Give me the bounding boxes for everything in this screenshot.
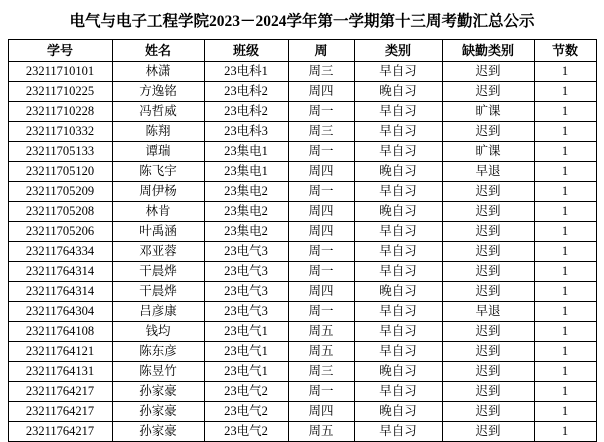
cell-category: 早自习	[354, 242, 442, 262]
cell-name: 吕彦康	[112, 302, 204, 322]
cell-absence-type: 迟到	[442, 222, 534, 242]
table-row	[8, 362, 596, 382]
cell-class: 23集电2	[204, 182, 288, 202]
column-header-student-id: 学号	[8, 40, 112, 62]
cell-student-id: 23211764304	[8, 302, 112, 322]
cell-weekday: 周四	[288, 82, 354, 102]
cell-periods: 1	[534, 282, 596, 302]
column-header-weekday: 周	[288, 40, 354, 62]
cell-weekday: 周四	[288, 402, 354, 422]
cell-name: 钱均	[112, 322, 204, 342]
cell-weekday: 周四	[288, 222, 354, 242]
cell-category: 早自习	[354, 102, 442, 122]
cell-class: 23电气1	[204, 322, 288, 342]
cell-student-id: 23211764217	[8, 402, 112, 422]
cell-absence-type: 旷课	[442, 102, 534, 122]
cell-name: 陈东彦	[112, 342, 204, 362]
table-header-row	[8, 40, 596, 62]
table-row	[8, 182, 596, 202]
cell-student-id: 23211705133	[8, 142, 112, 162]
cell-name: 谭瑞	[112, 142, 204, 162]
cell-student-id: 23211764217	[8, 422, 112, 442]
cell-student-id: 23211764108	[8, 322, 112, 342]
cell-student-id: 23211764314	[8, 262, 112, 282]
column-header-class: 班级	[204, 40, 288, 62]
cell-class: 23电气1	[204, 362, 288, 382]
cell-class: 23电气3	[204, 302, 288, 322]
cell-periods: 1	[534, 422, 596, 442]
cell-weekday: 周一	[288, 182, 354, 202]
cell-weekday: 周三	[288, 62, 354, 82]
cell-category: 早自习	[354, 222, 442, 242]
cell-name: 陈昱竹	[112, 362, 204, 382]
cell-absence-type: 迟到	[442, 262, 534, 282]
cell-class: 23集电2	[204, 222, 288, 242]
cell-student-id: 23211764217	[8, 382, 112, 402]
table-row	[8, 342, 596, 362]
table-row	[8, 162, 596, 182]
cell-student-id: 23211764334	[8, 242, 112, 262]
cell-class: 23电气2	[204, 382, 288, 402]
cell-weekday: 周五	[288, 422, 354, 442]
cell-periods: 1	[534, 382, 596, 402]
cell-absence-type: 迟到	[442, 82, 534, 102]
cell-class: 23电气2	[204, 402, 288, 422]
cell-name: 周伊杨	[112, 182, 204, 202]
cell-absence-type: 迟到	[442, 182, 534, 202]
table-header	[8, 40, 596, 62]
cell-periods: 1	[534, 202, 596, 222]
cell-student-id: 23211705208	[8, 202, 112, 222]
table-row	[8, 382, 596, 402]
cell-category: 早自习	[354, 142, 442, 162]
table-row	[8, 122, 596, 142]
cell-category: 早自习	[354, 302, 442, 322]
cell-category: 早自习	[354, 322, 442, 342]
cell-name: 干晨烨	[112, 262, 204, 282]
cell-student-id: 23211710228	[8, 102, 112, 122]
cell-weekday: 周一	[288, 262, 354, 282]
table-row	[8, 282, 596, 302]
cell-absence-type: 迟到	[442, 342, 534, 362]
cell-periods: 1	[534, 302, 596, 322]
table-row	[8, 262, 596, 282]
cell-periods: 1	[534, 122, 596, 142]
cell-class: 23集电1	[204, 162, 288, 182]
cell-student-id: 23211764121	[8, 342, 112, 362]
cell-category: 早自习	[354, 62, 442, 82]
cell-absence-type: 迟到	[442, 62, 534, 82]
cell-class: 23电科3	[204, 122, 288, 142]
cell-periods: 1	[534, 342, 596, 362]
cell-class: 23集电1	[204, 142, 288, 162]
table-body	[8, 62, 596, 442]
cell-name: 陈飞宇	[112, 162, 204, 182]
table-row	[8, 82, 596, 102]
cell-name: 干晨烨	[112, 282, 204, 302]
cell-weekday: 周一	[288, 302, 354, 322]
cell-periods: 1	[534, 262, 596, 282]
cell-class: 23电气3	[204, 242, 288, 262]
column-header-periods: 节数	[534, 40, 596, 62]
cell-class: 23电气1	[204, 342, 288, 362]
cell-name: 邓亚蓉	[112, 242, 204, 262]
cell-periods: 1	[534, 242, 596, 262]
table-row	[8, 422, 596, 442]
cell-absence-type: 早退	[442, 162, 534, 182]
cell-name: 冯哲威	[112, 102, 204, 122]
attendance-table	[8, 39, 597, 442]
cell-name: 方逸铭	[112, 82, 204, 102]
cell-student-id: 23211710225	[8, 82, 112, 102]
cell-absence-type: 早退	[442, 302, 534, 322]
cell-periods: 1	[534, 322, 596, 342]
cell-periods: 1	[534, 102, 596, 122]
table-row	[8, 322, 596, 342]
cell-name: 孙家豪	[112, 422, 204, 442]
cell-student-id: 23211764131	[8, 362, 112, 382]
cell-category: 晚自习	[354, 162, 442, 182]
cell-student-id: 23211710101	[8, 62, 112, 82]
cell-absence-type: 迟到	[442, 382, 534, 402]
cell-weekday: 周一	[288, 102, 354, 122]
cell-absence-type: 迟到	[442, 422, 534, 442]
cell-weekday: 周四	[288, 202, 354, 222]
table-row	[8, 402, 596, 422]
cell-category: 晚自习	[354, 82, 442, 102]
cell-periods: 1	[534, 162, 596, 182]
cell-category: 早自习	[354, 122, 442, 142]
cell-absence-type: 迟到	[442, 242, 534, 262]
cell-weekday: 周一	[288, 242, 354, 262]
cell-absence-type: 迟到	[442, 282, 534, 302]
cell-class: 23集电2	[204, 202, 288, 222]
cell-category: 早自习	[354, 182, 442, 202]
cell-category: 晚自习	[354, 362, 442, 382]
cell-student-id: 23211764314	[8, 282, 112, 302]
cell-periods: 1	[534, 82, 596, 102]
table-row	[8, 302, 596, 322]
cell-weekday: 周三	[288, 362, 354, 382]
cell-periods: 1	[534, 222, 596, 242]
cell-absence-type: 迟到	[442, 122, 534, 142]
table-row	[8, 202, 596, 222]
cell-student-id: 23211710332	[8, 122, 112, 142]
cell-category: 早自习	[354, 342, 442, 362]
cell-absence-type: 迟到	[442, 322, 534, 342]
table-row	[8, 222, 596, 242]
cell-name: 林肯	[112, 202, 204, 222]
cell-periods: 1	[534, 182, 596, 202]
table-row	[8, 62, 596, 82]
cell-absence-type: 迟到	[442, 202, 534, 222]
cell-periods: 1	[534, 142, 596, 162]
cell-name: 林潇	[112, 62, 204, 82]
table-row	[8, 142, 596, 162]
table-row	[8, 102, 596, 122]
page-title: 电气与电子工程学院2023－2024学年第一学期第十三周考勤汇总公示	[69, 13, 535, 30]
cell-periods: 1	[534, 62, 596, 82]
cell-weekday: 周一	[288, 142, 354, 162]
table-row	[8, 242, 596, 262]
cell-name: 孙家豪	[112, 382, 204, 402]
cell-class: 23电气3	[204, 262, 288, 282]
cell-weekday: 周四	[288, 282, 354, 302]
cell-weekday: 周四	[288, 162, 354, 182]
cell-student-id: 23211705209	[8, 182, 112, 202]
cell-weekday: 周三	[288, 122, 354, 142]
cell-class: 23电气2	[204, 422, 288, 442]
column-header-name: 姓名	[112, 40, 204, 62]
column-header-absence-type: 缺勤类别	[442, 40, 534, 62]
cell-name: 叶禹涵	[112, 222, 204, 242]
cell-class: 23电科1	[204, 62, 288, 82]
column-header-category: 类别	[354, 40, 442, 62]
cell-periods: 1	[534, 402, 596, 422]
cell-category: 早自习	[354, 262, 442, 282]
cell-category: 早自习	[354, 382, 442, 402]
cell-periods: 1	[534, 362, 596, 382]
cell-class: 23电科2	[204, 82, 288, 102]
cell-class: 23电气3	[204, 282, 288, 302]
cell-student-id: 23211705120	[8, 162, 112, 182]
cell-absence-type: 旷课	[442, 142, 534, 162]
cell-class: 23电科2	[204, 102, 288, 122]
cell-category: 早自习	[354, 422, 442, 442]
cell-name: 陈翔	[112, 122, 204, 142]
cell-name: 孙家豪	[112, 402, 204, 422]
cell-weekday: 周五	[288, 322, 354, 342]
cell-absence-type: 迟到	[442, 402, 534, 422]
cell-category: 晚自习	[354, 402, 442, 422]
cell-weekday: 周一	[288, 382, 354, 402]
cell-category: 晚自习	[354, 202, 442, 222]
cell-absence-type: 迟到	[442, 362, 534, 382]
cell-student-id: 23211705206	[8, 222, 112, 242]
cell-weekday: 周五	[288, 342, 354, 362]
cell-category: 晚自习	[354, 282, 442, 302]
